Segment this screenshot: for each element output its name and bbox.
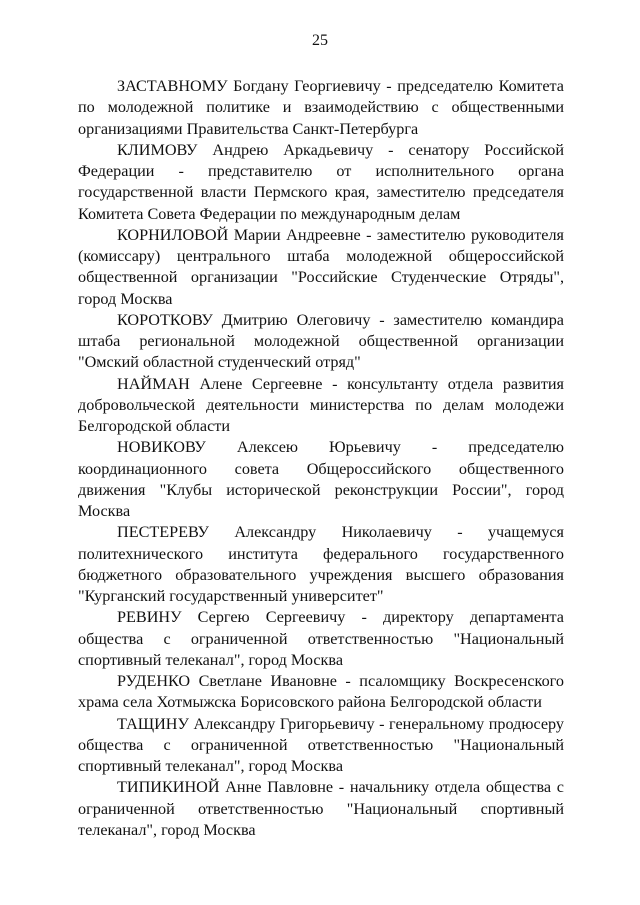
- recipient-entry-novikov: НОВИКОВУ Алексею Юрьевичу - председателю координационного совета Общероссийского общественного движения "Клубы исторической реконструкции России", город Москва: [78, 438, 564, 520]
- recipient-entry-pesterev: ПЕСТЕРЕВУ Александру Николаевичу - учащемуся политехнического института федерального государственного бюджетного образовательного учреждения высшего образования "Курганский государственный университет": [78, 523, 564, 605]
- recipient-entry-zastavnoy: ЗАСТАВНОМУ Богдану Георгиевичу - председателю Комитета по молодежной политике и взаимодействию с общественными организациями Правительства Санкт-Петербурга: [78, 77, 564, 138]
- recipient-entry-tashchin: ТАЩИНУ Александру Григорьевичу - генеральному продюсеру общества с ограниченной ответственностью "Национальный спортивный телеканал", город Москва: [78, 714, 564, 775]
- recipient-entry-nayman: НАЙМАН Алене Сергеевне - консультанту отдела развития добровольческой деятельности министерства по делам молодежи Белгородской области: [78, 374, 564, 435]
- recipient-entry-tipikina: ТИПИКИНОЙ Анне Павловне - начальнику отдела общества с ограниченной ответственностью "Национальный спортивный телеканал", город Москва: [78, 778, 564, 839]
- page-number: 25: [312, 32, 328, 49]
- recipient-entry-klimov: КЛИМОВУ Андрею Аркадьевичу - сенатору Российской Федерации - представителю от исполнительного органа государственной власти Пермского края, заместителю председателя Комитета Совета Федерации по международным делам: [78, 140, 564, 223]
- recipient-entry-revin: РЕВИНУ Сергею Сергеевичу - директору департамента общества с ограниченной ответственностью "Национальный спортивный телеканал", город Москва: [78, 608, 564, 669]
- recipient-entry-korotkov: КОРОТКОВУ Дмитрию Олеговичу - заместителю командира штаба региональной молодежной общественной организации "Омский областной студенческий отряд": [78, 310, 564, 372]
- recipient-entry-kornilova: КОРНИЛОВОЙ Марии Андреевне - заместителю руководителя (комиссару) центрального штаба молодежной общероссийской общественной организации "Российские Студенческие Отряды", город Москва: [78, 225, 564, 308]
- recipient-entry-rudenko: РУДЕНКО Светлане Ивановне - псаломщику Воскресенского храма села Хотмыжска Борисовского района Белгородской области: [78, 672, 564, 712]
- award-recipients-list: [78, 76, 564, 841]
